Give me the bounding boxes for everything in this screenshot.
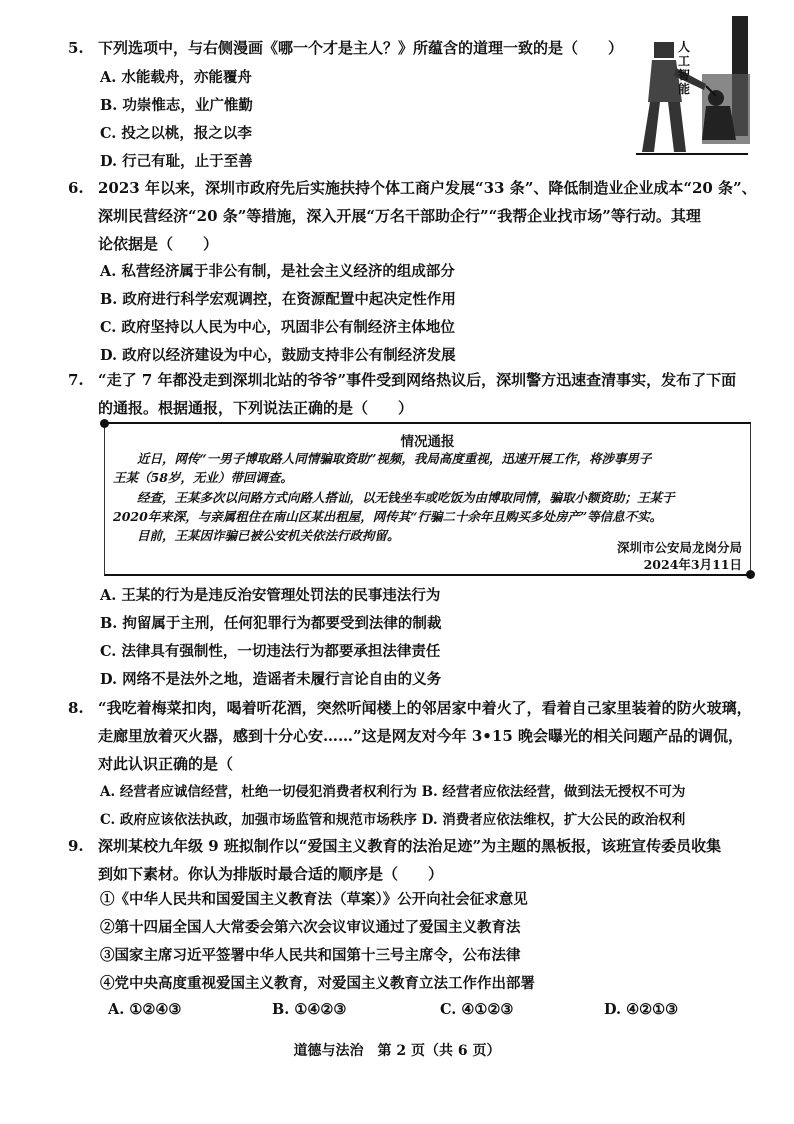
q8-line-3: 对此认识正确的是（: [98, 755, 234, 773]
q5-option-d[interactable]: D. 行己有耻，止于至善: [100, 153, 253, 170]
q6-line-1: [68, 178, 757, 198]
q7-option-c[interactable]: C. 法律具有强制性，一切违法行为都要承担法律责任: [100, 643, 441, 660]
q5-option-a[interactable]: A. 水能载舟，亦能覆舟: [100, 69, 252, 86]
q9-option-b[interactable]: B. ①④②③: [272, 1001, 347, 1018]
q6-number: 6.: [68, 179, 84, 197]
q8-options-cd[interactable]: C. 政府应该依法执政，加强市场监管和规范市场秩序 D. 消费者应依法维权，扩大公民的政治权利: [100, 812, 686, 828]
q9-line-1: [68, 836, 721, 856]
cartoon-caption: 人工智能: [677, 40, 690, 96]
q8-stem-1: “我吃着梅菜扣肉，喝着听花酒，突然听闻楼上的邻居家中着火了，看着自己家里装着的防火玻璃，: [98, 699, 752, 717]
notice-paragraph-2: 经查，王某多次以问路方式向路人搭讪，以无钱坐车或吃饭为由博取同情，骗取小额资助；王某于: [137, 490, 675, 505]
q9-option-d[interactable]: D. ④②①③: [604, 1001, 679, 1018]
q7-line-2: 的通报。根据通报，下列说法正确的是（ ）: [98, 399, 414, 417]
notice-title: 情况通报: [400, 434, 455, 450]
notice-signature: 深圳市公安局龙岗分局: [616, 540, 742, 555]
q7-number: 7.: [68, 371, 84, 389]
q8-line-1: [68, 698, 752, 718]
q9-option-c[interactable]: C. ④①②③: [440, 1001, 514, 1018]
q7-option-d[interactable]: D. 网络不是法外之地，造谣者未履行言论自由的义务: [100, 671, 442, 688]
notice-corner-dot-icon: [746, 570, 755, 579]
q8-line-2: 走廊里放着灭火器，感到十分心安……”这是网友对今年 3•15 晚会曝光的相关问题产品的调侃，: [98, 727, 743, 745]
cartoon-illustration: [632, 12, 752, 160]
notice-corner-dot-icon: [100, 419, 109, 428]
q7-stem-1: “走了 7 年都没走到深圳北站的爷爷”事件受到网络热议后，深圳警方迅速查清事实，发布了下面: [98, 371, 737, 389]
notice-paragraph-3: 目前，王某因诈骗已被公安机关依法行政拘留。: [137, 528, 400, 543]
notice-paragraph-1b: 王某（58岁，无业）带回调查。: [113, 470, 293, 485]
q5-number: 5.: [68, 39, 84, 57]
q8-number: 8.: [68, 699, 84, 717]
q9-number: 9.: [68, 837, 84, 855]
q6-line-3: 论依据是（ ）: [98, 235, 219, 253]
q7-option-a[interactable]: A. 王某的行为是违反治安管理处罚法的民事违法行为: [100, 587, 441, 604]
q6-option-c[interactable]: C. 政府坚持以人民为中心，巩固非公有制经济主体地位: [100, 319, 455, 336]
q7-option-b[interactable]: B. 拘留属于主刑，任何犯罪行为都要受到法律的制裁: [100, 615, 442, 632]
q5-stem-line: [68, 38, 623, 58]
cartoon-figure-icon: [632, 12, 752, 160]
q9-line-2: 到如下素材。你认为排版时最合适的顺序是（ ）: [98, 865, 444, 883]
q9-item-3: ③国家主席习近平签署中华人民共和国第十三号主席令，公布法律: [100, 947, 521, 964]
q9-option-a[interactable]: A. ①②④③: [108, 1001, 182, 1018]
q6-line-2: 深圳民营经济“20 条”等措施，深入开展“万名干部助企行”“我帮企业找市场”等行动。其理: [98, 207, 701, 225]
q9-item-1: ①《中华人民共和国爱国主义教育法（草案）》公开向社会征求意见: [100, 891, 528, 908]
police-notice-box: [104, 422, 751, 576]
q9-stem-1: 深圳某校九年级 9 班拟制作以“爱国主义教育的法治足迹”为主题的黑板报，该班宣传委员收集: [98, 837, 722, 855]
q5-option-c[interactable]: C. 投之以桃，报之以李: [100, 125, 252, 142]
q8-options-ab[interactable]: A. 经营者应诚信经营，杜绝一切侵犯消费者权利行为 B. 经营者应依法经营，做到法无授权不可为: [100, 784, 686, 800]
q9-item-4: ④党中央高度重视爱国主义教育，对爱国主义教育立法工作作出部署: [100, 975, 535, 992]
q9-item-2: ②第十四届全国人大常委会第六次会议审议通过了爱国主义教育法: [100, 919, 521, 936]
q7-line-1: [68, 370, 736, 390]
q6-stem-1: 2023 年以来，深圳市政府先后实施扶持个体工商户发展“33 条”、降低制造业企业成本“20 条”、: [98, 179, 757, 197]
page-footer: 道德与法治 第 2 页（共 6 页）: [293, 1043, 501, 1059]
q6-option-d[interactable]: D. 政府以经济建设为中心，鼓励支持非公有制经济发展: [100, 347, 456, 364]
q6-option-b[interactable]: B. 政府进行科学宏观调控，在资源配置中起决定性作用: [100, 291, 456, 308]
q5-stem: 下列选项中，与右侧漫画《哪一个才是主人？》所蕴含的道理一致的是（ ）: [98, 39, 624, 57]
q5-option-b[interactable]: B. 功崇惟志，业广惟勤: [100, 97, 253, 114]
notice-paragraph-2b: 2020年来深，与亲属租住在南山区某出租屋，网传其“行骗二十余年且购买多处房产”等信息不实。: [113, 509, 663, 524]
notice-date: 2024年3月11日: [643, 557, 742, 572]
q6-option-a[interactable]: A. 私营经济属于非公有制，是社会主义经济的组成部分: [100, 263, 455, 280]
notice-paragraph-1: 近日，网传“一男子博取路人同情骗取资助”视频，我局高度重视，迅速开展工作，将涉事男子: [137, 451, 652, 466]
